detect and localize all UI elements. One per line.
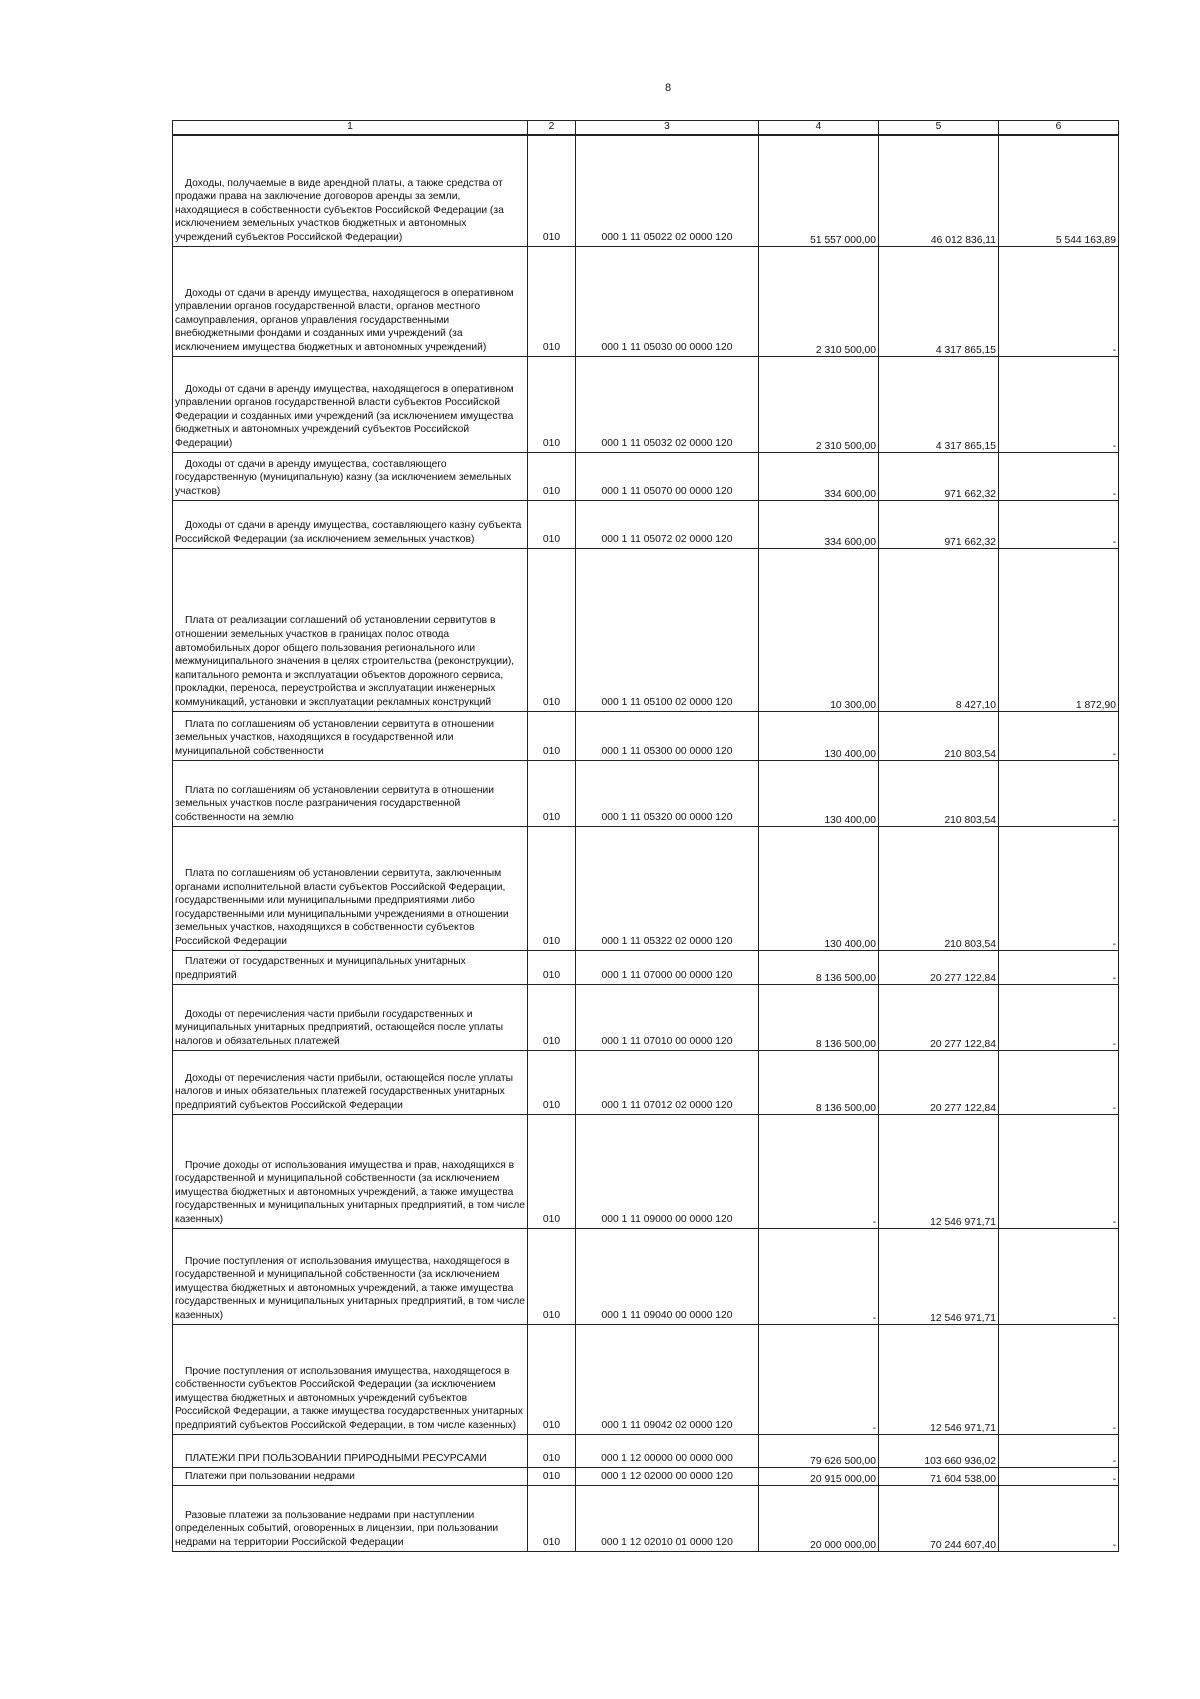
row-description: Плата от реализации соглашений об установлении сервитутов в отношении земельных участков в границах полос отвода автомобильных дорог общего пользования регионального или межмуниципального значения в целях строительства (реконструкции), капитального ремонта и эксплуатации объектов дорожного сервиса, прокладки, переноса, переустройства и эксплуатации инженерных коммуникаций, установки и эксплуатации рекламных конструкций: [173, 548, 528, 711]
row-line-code: 010: [528, 1467, 576, 1485]
row-approved-amount: 79 626 500,00: [759, 1434, 879, 1467]
row-budget-code: 000 1 11 05100 02 0000 120: [576, 548, 759, 711]
table-row: [173, 246, 1119, 356]
row-executed-amount: 971 662,32: [879, 500, 999, 548]
row-approved-amount: 2 310 500,00: [759, 246, 879, 356]
row-line-code: 010: [528, 1114, 576, 1228]
table-row: [173, 452, 1119, 500]
row-executed-amount: 20 277 122,84: [879, 1050, 999, 1114]
table-row: [173, 950, 1119, 984]
row-approved-amount: 334 600,00: [759, 500, 879, 548]
table-row: [173, 135, 1119, 246]
row-line-code: 010: [528, 1050, 576, 1114]
row-budget-code: 000 1 11 07000 00 0000 120: [576, 950, 759, 984]
row-unexecuted-amount: -: [999, 1228, 1119, 1324]
row-unexecuted-amount: -: [999, 826, 1119, 950]
column-header-2: 2: [528, 121, 576, 136]
row-description: Платежи от государственных и муниципальных унитарных предприятий: [173, 950, 528, 984]
column-header-6: 6: [999, 121, 1119, 136]
row-unexecuted-amount: -: [999, 984, 1119, 1050]
row-approved-amount: 334 600,00: [759, 452, 879, 500]
row-description: Прочие поступления от использования имущества, находящегося в государственной и муниципальной собственности (за исключением имущества бюджетных и автономных учреждений, а также имущества государственных и муниципальных унитарных предприятий, в том числе казенных): [173, 1228, 528, 1324]
column-header-5: 5: [879, 121, 999, 136]
row-executed-amount: 71 604 538,00: [879, 1467, 999, 1485]
table-row: [173, 1485, 1119, 1551]
row-approved-amount: 20 915 000,00: [759, 1467, 879, 1485]
table-row: [173, 1050, 1119, 1114]
row-unexecuted-amount: 5 544 163,89: [999, 135, 1119, 246]
row-executed-amount: 4 317 865,15: [879, 356, 999, 452]
row-line-code: 010: [528, 826, 576, 950]
row-description: Доходы от сдачи в аренду имущества, составляющего государственную (муниципальную) казну (за исключением земельных участков): [173, 452, 528, 500]
row-approved-amount: 2 310 500,00: [759, 356, 879, 452]
row-description: Доходы от сдачи в аренду имущества, находящегося в оперативном управлении органов государственной власти субъектов Российской Федерации и созданных ими учреждений (за исключением имущества бюджетных и автономных учреждений субъектов Российской Федерации): [173, 356, 528, 452]
column-header-1: 1: [173, 121, 528, 136]
row-budget-code: 000 1 11 07012 02 0000 120: [576, 1050, 759, 1114]
row-description: Прочие поступления от использования имущества, находящегося в собственности субъектов Российской Федерации (за исключением имущества бюджетных и автономных учреждений субъектов Российской Федерации, а также имущества государственных унитарных предприятий субъектов Российской Федерации, в том числе казенных): [173, 1324, 528, 1434]
row-approved-amount: 130 400,00: [759, 826, 879, 950]
row-line-code: 010: [528, 1228, 576, 1324]
row-approved-amount: 20 000 000,00: [759, 1485, 879, 1551]
row-description: ПЛАТЕЖИ ПРИ ПОЛЬЗОВАНИИ ПРИРОДНЫМИ РЕСУРСАМИ: [173, 1434, 528, 1467]
row-unexecuted-amount: -: [999, 760, 1119, 826]
row-unexecuted-amount: -: [999, 950, 1119, 984]
row-unexecuted-amount: -: [999, 246, 1119, 356]
row-line-code: 010: [528, 1324, 576, 1434]
row-unexecuted-amount: -: [999, 1467, 1119, 1485]
row-executed-amount: 20 277 122,84: [879, 984, 999, 1050]
row-approved-amount: 130 400,00: [759, 760, 879, 826]
row-description: Доходы от сдачи в аренду имущества, составляющего казну субъекта Российской Федерации (за исключением земельных участков): [173, 500, 528, 548]
row-budget-code: 000 1 11 05022 02 0000 120: [576, 135, 759, 246]
row-line-code: 010: [528, 950, 576, 984]
table-row: [173, 1114, 1119, 1228]
row-budget-code: 000 1 11 05322 02 0000 120: [576, 826, 759, 950]
row-line-code: 010: [528, 1485, 576, 1551]
row-executed-amount: 210 803,54: [879, 760, 999, 826]
column-header-4: 4: [759, 121, 879, 136]
row-line-code: 010: [528, 452, 576, 500]
row-approved-amount: 8 136 500,00: [759, 950, 879, 984]
row-line-code: 010: [528, 711, 576, 760]
row-line-code: 010: [528, 984, 576, 1050]
row-unexecuted-amount: -: [999, 1324, 1119, 1434]
row-budget-code: 000 1 11 05300 00 0000 120: [576, 711, 759, 760]
row-description: Доходы от перечисления части прибыли, остающейся после уплаты налогов и иных обязательных платежей государственных унитарных предприятий субъектов Российской Федерации: [173, 1050, 528, 1114]
table-row: [173, 1467, 1119, 1485]
row-budget-code: 000 1 11 05032 02 0000 120: [576, 356, 759, 452]
row-budget-code: 000 1 11 05072 02 0000 120: [576, 500, 759, 548]
row-budget-code: 000 1 11 05030 00 0000 120: [576, 246, 759, 356]
row-unexecuted-amount: -: [999, 356, 1119, 452]
row-unexecuted-amount: 1 872,90: [999, 548, 1119, 711]
table-row: [173, 1434, 1119, 1467]
row-unexecuted-amount: -: [999, 500, 1119, 548]
row-executed-amount: 210 803,54: [879, 711, 999, 760]
row-description: Доходы, получаемые в виде арендной платы, а также средства от продажи права на заключение договоров аренды за земли, находящиеся в собственности субъектов Российской Федерации (за исключением земельных участков бюджетных и автономных учреждений субъектов Российской Федерации): [173, 135, 528, 246]
row-description: Плата по соглашениям об установлении сервитута, заключенным органами исполнительной власти субъектов Российской Федерации, государственными или муниципальными предприятиями либо государственными или муниципальными учреждениями в отношении земельных участков, находящихся в собственности субъектов Российской Федерации: [173, 826, 528, 950]
row-unexecuted-amount: -: [999, 1485, 1119, 1551]
row-budget-code: 000 1 11 09000 00 0000 120: [576, 1114, 759, 1228]
row-budget-code: 000 1 12 00000 00 0000 000: [576, 1434, 759, 1467]
row-budget-code: 000 1 11 07010 00 0000 120: [576, 984, 759, 1050]
row-line-code: 010: [528, 760, 576, 826]
table-row: [173, 760, 1119, 826]
page-number: 8: [664, 82, 672, 94]
row-unexecuted-amount: -: [999, 711, 1119, 760]
row-line-code: 010: [528, 548, 576, 711]
row-unexecuted-amount: -: [999, 1050, 1119, 1114]
column-header-3: 3: [576, 121, 759, 136]
row-line-code: 010: [528, 1434, 576, 1467]
row-executed-amount: 4 317 865,15: [879, 246, 999, 356]
table-row: [173, 1324, 1119, 1434]
row-description: Плата по соглашениям об установлении сервитута в отношении земельных участков, находящихся в государственной или муниципальной собственности: [173, 711, 528, 760]
row-budget-code: 000 1 12 02010 01 0000 120: [576, 1485, 759, 1551]
row-executed-amount: 70 244 607,40: [879, 1485, 999, 1551]
row-executed-amount: 12 546 971,71: [879, 1228, 999, 1324]
row-executed-amount: 210 803,54: [879, 826, 999, 950]
row-line-code: 010: [528, 246, 576, 356]
row-description: Разовые платежи за пользование недрами при наступлении определенных событий, оговоренных в лицензии, при пользовании недрами на территории Российской Федерации: [173, 1485, 528, 1551]
row-budget-code: 000 1 12 02000 00 0000 120: [576, 1467, 759, 1485]
row-approved-amount: -: [759, 1228, 879, 1324]
row-unexecuted-amount: -: [999, 452, 1119, 500]
row-approved-amount: 8 136 500,00: [759, 1050, 879, 1114]
row-line-code: 010: [528, 500, 576, 548]
header-row: [173, 121, 1119, 136]
table-row: [173, 1228, 1119, 1324]
table-row: [173, 984, 1119, 1050]
row-executed-amount: 12 546 971,71: [879, 1114, 999, 1228]
row-description: Прочие доходы от использования имущества и прав, находящихся в государственной и муниципальной собственности (за исключением имущества бюджетных и автономных учреждений, а также имущества государственных и муниципальных унитарных предприятий, в том числе казенных): [173, 1114, 528, 1228]
row-budget-code: 000 1 11 05320 00 0000 120: [576, 760, 759, 826]
row-description: Платежи при пользовании недрами: [173, 1467, 528, 1485]
row-approved-amount: -: [759, 1324, 879, 1434]
table-row: [173, 711, 1119, 760]
table-row: [173, 500, 1119, 548]
row-executed-amount: 8 427,10: [879, 548, 999, 711]
row-unexecuted-amount: -: [999, 1114, 1119, 1228]
table-row: [173, 548, 1119, 711]
row-budget-code: 000 1 11 09042 02 0000 120: [576, 1324, 759, 1434]
row-line-code: 010: [528, 135, 576, 246]
row-description: Доходы от сдачи в аренду имущества, находящегося в оперативном управлении органов государственной власти, органов местного самоуправления, органов управления государственными внебюджетными фондами и созданных ими учреждений (за исключением имущества бюджетных и автономных учреждений): [173, 246, 528, 356]
row-executed-amount: 46 012 836,11: [879, 135, 999, 246]
row-line-code: 010: [528, 356, 576, 452]
row-approved-amount: 130 400,00: [759, 711, 879, 760]
row-budget-code: 000 1 11 09040 00 0000 120: [576, 1228, 759, 1324]
row-unexecuted-amount: -: [999, 1434, 1119, 1467]
row-executed-amount: 971 662,32: [879, 452, 999, 500]
row-budget-code: 000 1 11 05070 00 0000 120: [576, 452, 759, 500]
row-executed-amount: 20 277 122,84: [879, 950, 999, 984]
row-approved-amount: 10 300,00: [759, 548, 879, 711]
table-row: [173, 356, 1119, 452]
row-description: Доходы от перечисления части прибыли государственных и муниципальных унитарных предприятий, остающейся после уплаты налогов и обязательных платежей: [173, 984, 528, 1050]
row-approved-amount: 51 557 000,00: [759, 135, 879, 246]
row-approved-amount: -: [759, 1114, 879, 1228]
revenue-table: [172, 120, 1119, 1552]
row-description: Плата по соглашениям об установлении сервитута в отношении земельных участков после разграничения государственной собственности на землю: [173, 760, 528, 826]
row-approved-amount: 8 136 500,00: [759, 984, 879, 1050]
table-row: [173, 826, 1119, 950]
row-executed-amount: 103 660 936,02: [879, 1434, 999, 1467]
row-executed-amount: 12 546 971,71: [879, 1324, 999, 1434]
